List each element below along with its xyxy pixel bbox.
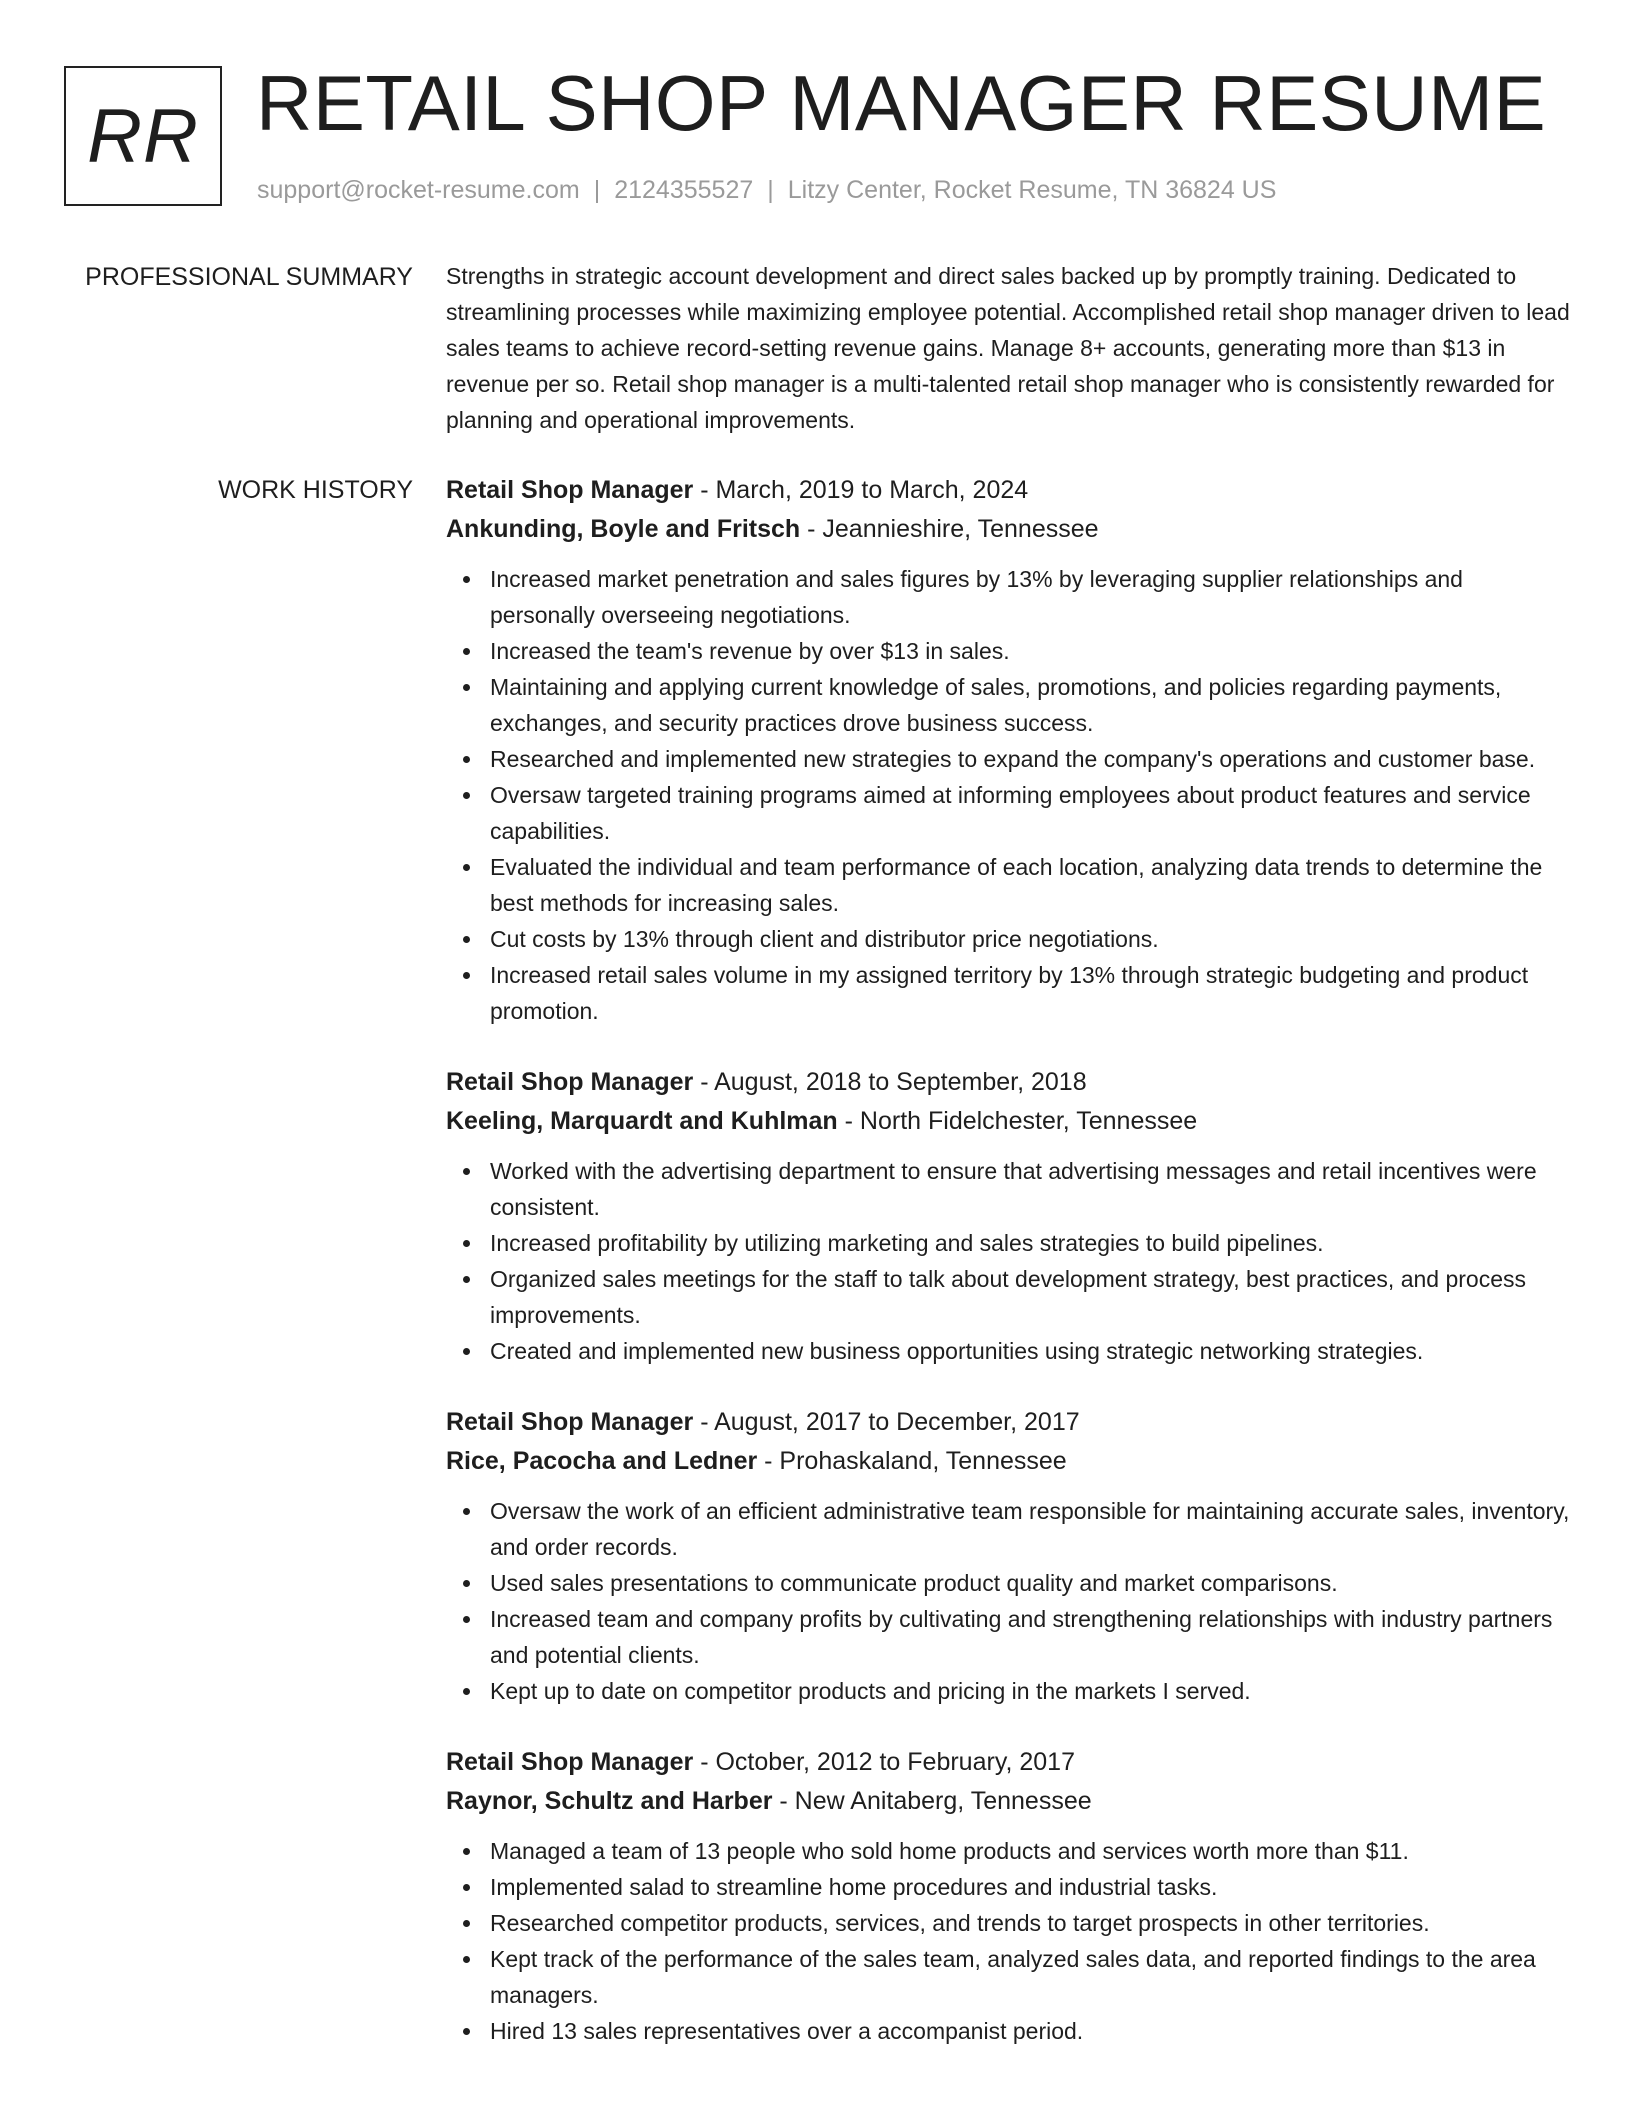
job-bullet: Increased retail sales volume in my assigned territory by 13% through strategic budgeting and product promotion. xyxy=(490,957,1570,1029)
contact-phone: 2124355527 xyxy=(614,176,754,204)
job-entry xyxy=(446,1743,1570,2049)
summary-text: Strengths in strategic account development and direct sales backed up by promptly training. Dedicated to streamlining processes while maximizing employee potential. Accomplished retail shop manager driven to lead sales teams to achieve record-setting revenue gains. Manage 8+ accounts, generating more than $13 in revenue per so. Retail shop manager is a multi-talented retail shop manager who is consistently rewarded for planning and operational improvements. xyxy=(446,263,1570,433)
job-dates: - August, 2017 to December, 2017 xyxy=(693,1408,1080,1436)
job-company-line xyxy=(446,1102,1570,1141)
contact-separator: | xyxy=(767,176,774,204)
job-location: - Jeannieshire, Tennessee xyxy=(800,515,1099,543)
job-bullet-list xyxy=(446,1153,1570,1369)
job-bullet: Researched competitor products, services, and trends to target prospects in other territories. xyxy=(490,1905,1570,1941)
job-bullet: Managed a team of 13 people who sold home products and services worth more than $11. xyxy=(490,1833,1570,1869)
job-bullet: Oversaw targeted training programs aimed at informing employees about product features and service capabilities. xyxy=(490,777,1570,849)
job-bullet-list xyxy=(446,1493,1570,1709)
job-title-line xyxy=(446,1743,1570,1782)
job-entry xyxy=(446,1063,1570,1369)
summary-heading: PROFESSIONAL SUMMARY xyxy=(85,263,413,291)
job-bullet: Oversaw the work of an efficient administrative team responsible for maintaining accurate sales, inventory, and order records. xyxy=(490,1493,1570,1565)
work-history-heading: WORK HISTORY xyxy=(218,476,413,504)
job-dates: - August, 2018 to September, 2018 xyxy=(693,1068,1087,1096)
job-bullet: Cut costs by 13% through client and distributor price negotiations. xyxy=(490,921,1570,957)
job-bullet: Increased market penetration and sales figures by 13% by leveraging supplier relationships and personally overseeing negotiations. xyxy=(490,561,1570,633)
contact-separator: | xyxy=(593,176,601,204)
job-company: Rice, Pacocha and Ledner xyxy=(446,1447,758,1475)
contact-email: support@rocket-resume.com xyxy=(257,176,580,204)
contact-address: Litzy Center, Rocket Resume, TN 36824 US xyxy=(787,176,1277,204)
job-company: Ankunding, Boyle and Fritsch xyxy=(446,515,801,543)
work-history-body xyxy=(446,471,1570,2083)
job-title: Retail Shop Manager xyxy=(446,476,694,504)
monogram-logo xyxy=(64,66,222,206)
job-title-line xyxy=(446,1063,1570,1102)
job-title: Retail Shop Manager xyxy=(446,1068,694,1096)
job-dates: - October, 2012 to February, 2017 xyxy=(693,1748,1075,1776)
job-dates: - March, 2019 to March, 2024 xyxy=(693,476,1029,504)
job-company: Keeling, Marquardt and Kuhlman xyxy=(446,1107,838,1135)
job-location: - Prohaskaland, Tennessee xyxy=(757,1447,1067,1475)
job-title-line xyxy=(446,1403,1570,1442)
job-bullet: Maintaining and applying current knowledge of sales, promotions, and policies regarding payments, exchanges, and security practices drove business success. xyxy=(490,669,1570,741)
job-bullet: Created and implemented new business opportunities using strategic networking strategies. xyxy=(490,1333,1570,1369)
job-company: Raynor, Schultz and Harber xyxy=(446,1787,773,1815)
job-bullet: Used sales presentations to communicate product quality and market comparisons. xyxy=(490,1565,1570,1601)
job-bullet: Kept track of the performance of the sales team, analyzed sales data, and reported findings to the area managers. xyxy=(490,1941,1570,2013)
job-location: - New Anitaberg, Tennessee xyxy=(772,1787,1092,1815)
job-bullet-list xyxy=(446,1833,1570,2049)
job-bullet: Evaluated the individual and team performance of each location, analyzing data trends to determine the best methods for increasing sales. xyxy=(490,849,1570,921)
job-bullet: Increased the team's revenue by over $13 in sales. xyxy=(490,633,1570,669)
job-bullet: Increased team and company profits by cultivating and strengthening relationships with industry partners and potential clients. xyxy=(490,1601,1570,1673)
job-bullet: Implemented salad to streamline home procedures and industrial tasks. xyxy=(490,1869,1570,1905)
job-bullet: Researched and implemented new strategies to expand the company's operations and customer base. xyxy=(490,741,1570,777)
summary-body xyxy=(446,258,1570,438)
job-entry xyxy=(446,471,1570,1029)
job-title: Retail Shop Manager xyxy=(446,1408,694,1436)
job-bullet: Hired 13 sales representatives over a accompanist period. xyxy=(490,2013,1570,2049)
job-company-line xyxy=(446,1442,1570,1481)
resume-title: RETAIL SHOP MANAGER RESUME xyxy=(256,59,1547,147)
job-bullet: Organized sales meetings for the staff to talk about development strategy, best practices, and process improvements. xyxy=(490,1261,1570,1333)
job-entry xyxy=(446,1403,1570,1709)
job-bullet: Increased profitability by utilizing marketing and sales strategies to build pipelines. xyxy=(490,1225,1570,1261)
monogram-initials: RR xyxy=(87,93,199,179)
job-title: Retail Shop Manager xyxy=(446,1748,694,1776)
job-bullet: Worked with the advertising department to ensure that advertising messages and retail incentives were consistent. xyxy=(490,1153,1570,1225)
job-company-line xyxy=(446,1782,1570,1821)
job-bullet-list xyxy=(446,561,1570,1029)
job-location: - North Fidelchester, Tennessee xyxy=(837,1107,1198,1135)
job-bullet: Kept up to date on competitor products and pricing in the markets I served. xyxy=(490,1673,1570,1709)
job-title-line xyxy=(446,471,1570,510)
job-company-line xyxy=(446,510,1570,549)
contact-line xyxy=(257,174,1276,206)
